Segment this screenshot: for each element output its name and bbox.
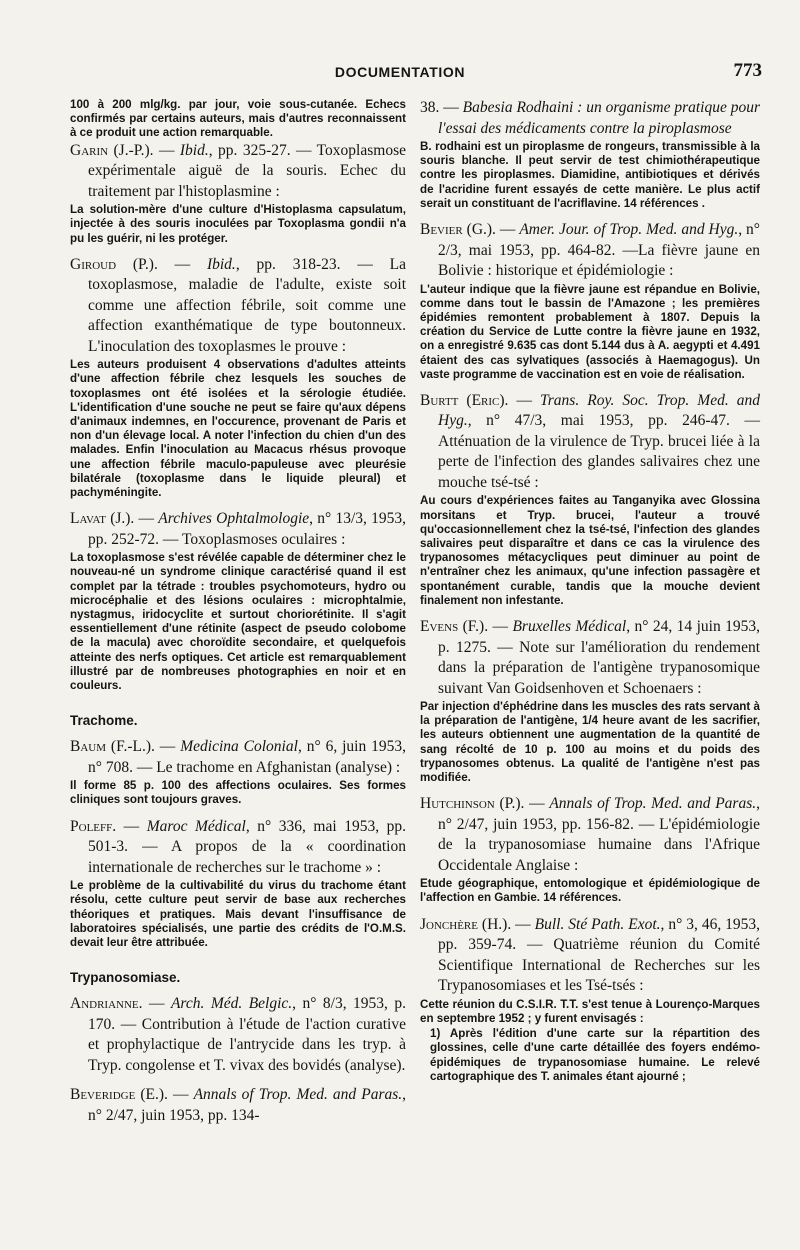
- bibliography-entry: [420, 391, 760, 608]
- left-column: [70, 98, 406, 1135]
- abstract: Les auteurs produisent 4 observations d'adultes atteints d'une affection fébrile chez lesquels les souches de toxoplasmes ont été isolées et la sérologie étudiée. L'identification d'une souche ne peut se faire qu'aux dépens d'animaux indemnes, en l'occurence, provenant de Paris et non d'un élevage local. A noter l'infection du chien d'un des malades. Enfin l'inoculation au Macacus rhésus provoque une affection fébrile maculo-papuleuse avec pleurésie bilatérale (toxoplasme dans le liquide pleural) et pachyméningite.: [70, 358, 406, 500]
- source: Archives Ophtalmologie: [158, 510, 310, 528]
- reference: , pp. 318-23.: [235, 255, 341, 273]
- bibliography-entry: [70, 141, 406, 246]
- reference: , n° 2/3, mai 1953, pp. 464-82.: [438, 221, 761, 259]
- bibliography-entry: [420, 220, 760, 382]
- reference: , n° 24, 14 juin 1953, p. 1275.: [438, 618, 761, 656]
- author: Beveridge (E.).: [70, 1086, 168, 1104]
- right-column: [420, 98, 760, 1093]
- abstract: L'auteur indique que la fièvre jaune est répandue en Bolivie, comme dans tout le bassin de l'Amazone ; les premières épidémies remontent probablement à 1807. Depuis la création du Service de Lutte contre la fièvre jaune en 1932, on a enregistré 9.635 cas dont 5.144 dus à A. aegypti et 4.491 étaient des cas sylvatiques (associés à Haemagogus). Un vaste programme de vaccination est en voie de réalisation.: [420, 282, 760, 381]
- bibliography-entry: [420, 915, 760, 1084]
- abstract: Cette réunion du C.S.I.R. T.T. s'est tenue à Lourenço-Marques en septembre 1952 ; y furent envisagés :: [420, 997, 760, 1025]
- author: Poleff.: [70, 817, 117, 835]
- abstract: Le problème de la cultivabilité du virus du trachome étant résolu, cette culture peut servir de base aux recherches théoriques et pratiques. Mais devant l'insuffisance de laboratoires spécialisés, une partie des crédits de l'O.M.S. devait leur être attribuée.: [70, 879, 406, 949]
- continued-abstract: 100 à 200 mlg/kg. par jour, voie sous-cutanée. Echecs confirmés par certains auteurs, mais d'autres reconnaissent à ce produit une action remarquable.: [70, 98, 406, 140]
- reference: , n° 336, mai 1953, pp. 501-3.: [88, 817, 406, 856]
- abstract: B. rodhaini est un piroplasme de rongeurs, transmissible à la souris blanche. Il peut servir de test chimiothérapeutique contre les piroplasmes. Diamidine, antibiotiques et dérivés de l'acridine furent essayés de cette manière. Le plus actif serait un constituant de l'acriflavine. 14 références .: [420, 140, 760, 210]
- abstract: La solution-mère d'une culture d'Histoplasma capsulatum, injectée à des souris inoculées par Toxoplasma gondii n'a pu les guérir, ni les protéger.: [70, 203, 406, 245]
- author: Bevier (G.).: [420, 221, 496, 239]
- citation: 38. — Babesia Rodhaini : un organisme pratique pour l'essai des médicaments contre la piroplasmose: [420, 99, 761, 137]
- article-title: Note sur l'amélioration du rendement dans la préparation de l'antigène trypanosomique suivant Van Goidsenhoven et Schoenaers :: [438, 638, 761, 697]
- citation: Evens (F.). — Bruxelles Médical, n° 24, 14 juin 1953, p. 1275. — Note sur l'amélioration du rendement dans la préparation de l'antigène trypanosomique suivant Van Goidsenhoven et Schoenaers :: [420, 618, 761, 697]
- abstract-item: 1) Après l'édition d'une carte sur la répartition des glossines, celle d'une carte détaillée des foyers endémo-épidémiques de trypanosomiase humaine. Le relevé cartographique des T. animales étant ajourné ;: [430, 1027, 760, 1083]
- reference: , n° 2/47, juin 1953, pp. 156-82.: [438, 795, 760, 833]
- bibliography-entry: [420, 794, 760, 905]
- section-heading-trachome: Trachome.: [70, 713, 138, 729]
- page-number: 773: [733, 60, 762, 81]
- article-title: L'épidémiologie de la trypanosomiase humaine dans l'Afrique Occidentale Anglaise :: [438, 815, 761, 874]
- source: Bruxelles Médical: [512, 618, 627, 636]
- author: Lavat (J.).: [70, 510, 135, 528]
- article-title: Le trachome en Afghanistan (analyse) :: [156, 758, 401, 776]
- source: Ibid.: [206, 255, 236, 273]
- author: Andrianne.: [70, 995, 143, 1013]
- article-title: Atténuation de la virulence de Tryp. brucei liée à la perte de l'infection des glandes salivaires chez une mouche tsé-tsé :: [438, 432, 760, 491]
- bibliography-entry: [70, 994, 406, 1076]
- author: Baum (F.-L.).: [70, 738, 155, 756]
- running-head-title: DOCUMENTATION: [334, 64, 466, 80]
- article-title: Quatrième réunion du Comité Scientifique International de Recherches sur les Trypanosomiases et les Tsé-tsés :: [438, 936, 760, 995]
- bibliography-entry: [70, 509, 406, 693]
- reference: , n° 13/3, 1953, pp. 252-72.: [88, 510, 406, 548]
- abstract: Par injection d'éphédrine dans les muscles des rats servant à la préparation de l'antigène, 1/4 heure avant de les sacrifier, les auteurs obtiennent une augmentation de la quantité de sang récolté de 10 p. 100 au moins et du poids des trypanosomes obtenus. La qualité de l'antigène n'est pas modifiée.: [420, 700, 760, 785]
- citation: Beveridge (E.). — Annals of Trop. Med. and Paras., n° 2/47, juin 1953, pp. 134-: [70, 1086, 407, 1124]
- citation: Baum (F.-L.). — Medicina Colonial, n° 6, juin 1953, n° 708. — Le trachome en Afghanistan (analyse) :: [70, 738, 407, 776]
- article-title: Contribution à l'étude de l'action curative et prophylactique de l'antrycide dans les tryp. à Tryp. congolense et T. vivax des bovidés (analyse).: [88, 1015, 406, 1074]
- abstract: Au cours d'expériences faites au Tanganyika avec Glossina morsitans et Tryp. brucei, l'auteur a trouvé qu'occasionnellement chez la tsé-tsé, l'infection des glandes salivaires peut disparaître et dans ce cas la virulence des trypanosomes métacycliques peut diminuer au point de n'entraîner chez les animaux, qu'une infection passagère et spontanément curable, tandis que la mouche devient finalement non infestante.: [420, 494, 760, 607]
- author: Evens (F.).: [420, 618, 489, 636]
- source: Maroc Médical: [146, 817, 246, 835]
- article-title: Babesia Rodhaini : un organisme pratique pour l'essai des médicaments contre la piroplasmose: [438, 99, 761, 137]
- reference: , n° 3, 46, 1953, pp. 359-74.: [438, 915, 761, 954]
- author: Hutchinson (P.).: [420, 795, 525, 813]
- abstract: Etude géographique, entomologique et épidémiologique de l'affection en Gambie. 14 références.: [420, 877, 760, 905]
- citation: Garin (J.-P.). — Ibid., pp. 325-27. — Toxoplasmose expérimentale aiguë de la souris. Echec du traitement par l'histoplasmine :: [70, 141, 406, 200]
- bibliography-entry: [70, 737, 406, 807]
- reference: , n° 47/3, mai 1953, pp. 246-47.: [467, 412, 730, 430]
- article-title: La toxoplasmose, maladie de l'adulte, existe soit comme une affection fébrile, soit comme une affection exanthématique de type boutonneux. L'inoculation des toxoplasmes le prouve :: [88, 255, 406, 355]
- abstract: Il forme 85 p. 100 des affections oculaires. Ses formes cliniques sont toujours graves.: [70, 779, 406, 807]
- citation: Andrianne. — Arch. Méd. Belgic., n° 8/3, 1953, p. 170. — Contribution à l'étude de l'action curative et prophylactique de l'antrycide dans les tryp. à Tryp. congolense et T. vivax des bovidés (analyse).: [70, 995, 407, 1074]
- citation: Bevier (G.). — Amer. Jour. of Trop. Med. and Hyg., n° 2/3, mai 1953, pp. 464-82. —La fièvre jaune en Bolivie : historique et épidémiologie :: [420, 221, 761, 280]
- source: Arch. Méd. Belgic.: [170, 995, 293, 1013]
- author: Jonchère (H.).: [420, 915, 512, 933]
- author: Giroud (P.).: [70, 255, 158, 273]
- author: Garin (J.-P.).: [70, 141, 154, 159]
- citation: Jonchère (H.). — Bull. Sté Path. Exot., n° 3, 46, 1953, pp. 359-74. — Quatrième réunion du Comité Scientifique International de Recherches sur les Trypanosomiases et les Tsé-tsés :: [420, 915, 761, 995]
- citation: Poleff. — Maroc Médical, n° 336, mai 1953, pp. 501-3. — A propos de la « coordination internationale de recherches sur le trachome » :: [70, 817, 406, 876]
- bibliography-entry: [420, 617, 760, 785]
- author: Burtt (Eric).: [420, 391, 509, 409]
- source: Medicina Colonial: [180, 738, 298, 756]
- bibliography-entry: [70, 1085, 406, 1126]
- reference: 38.: [420, 99, 440, 116]
- source: Bull. Sté Path. Exot.: [534, 915, 661, 933]
- source: Trans. Roy. Soc. Trop. Med. and Hyg.: [438, 391, 760, 430]
- citation: Giroud (P.). — Ibid., pp. 318-23. — La toxoplasmose, maladie de l'adulte, existe soit comme une affection fébrile, soit comme une affection exanthématique de type boutonneux. L'inoculation des toxoplasmes le prouve :: [70, 255, 406, 355]
- reference: , pp. 325-27.: [208, 141, 291, 159]
- citation: Lavat (J.). — Archives Ophtalmologie, n° 13/3, 1953, pp. 252-72. — Toxoplasmoses oculaires :: [70, 510, 406, 548]
- abstract: La toxoplasmose s'est révélée capable de déterminer chez le nouveau-né un syndrome clinique caractérisé quand il est complet par la tétrade : troubles psychomoteurs, hydro ou microcéphalie et des lésions oculaires : microphtalmie, nystagmus, iridocyclite et surtout choriorétinite. Il s'agit essentiellement d'une rétinite (aspect de pseudo colobome de la macula) avec choroïdite secondaire, et quelquefois atteinte des nerfs optiques. Cet article est remarquablement illustré par de nombreuses photographies en noir et en couleurs.: [70, 551, 406, 693]
- article-title: A propos de la « coordination internationale de recherches sur le trachome » :: [88, 838, 406, 876]
- bibliography-entry: [70, 255, 406, 501]
- reference: , n° 6, juin 1953, n° 708.: [88, 738, 407, 776]
- reference: , n° 2/47, juin 1953, pp. 134-: [88, 1086, 407, 1124]
- section-heading-trypanosomiase: Trypanosomiase.: [70, 970, 181, 986]
- source: Ibid.: [179, 141, 209, 159]
- source: Annals of Trop. Med. and Paras.: [549, 795, 757, 813]
- source: Amer. Jour. of Trop. Med. and Hyg.: [519, 221, 739, 239]
- running-head: [0, 60, 800, 86]
- reference: , n° 8/3, 1953, p. 170.: [88, 995, 407, 1033]
- bibliography-entry-continued: [420, 98, 760, 211]
- source: Annals of Trop. Med. and Paras.: [193, 1086, 403, 1104]
- citation: Hutchinson (P.). — Annals of Trop. Med. and Paras., n° 2/47, juin 1953, pp. 156-82. — L'épidémiologie de la trypanosomiase humaine dans l'Afrique Occidentale Anglaise :: [420, 795, 761, 874]
- bibliography-entry: [70, 817, 406, 951]
- article-title: La fièvre jaune en Bolivie : historique et épidémiologie :: [438, 241, 760, 280]
- citation: Burtt (Eric). — Trans. Roy. Soc. Trop. Med. and Hyg., n° 47/3, mai 1953, pp. 246-47. — Atténuation de la virulence de Tryp. brucei liée à la perte de l'infection des glandes salivaires chez une mouche tsé-tsé :: [420, 391, 760, 491]
- article-title: Toxoplasmose expérimentale aiguë de la souris. Echec du traitement par l'histoplasmine :: [88, 141, 406, 200]
- article-title: Toxoplasmoses oculaires :: [182, 530, 346, 548]
